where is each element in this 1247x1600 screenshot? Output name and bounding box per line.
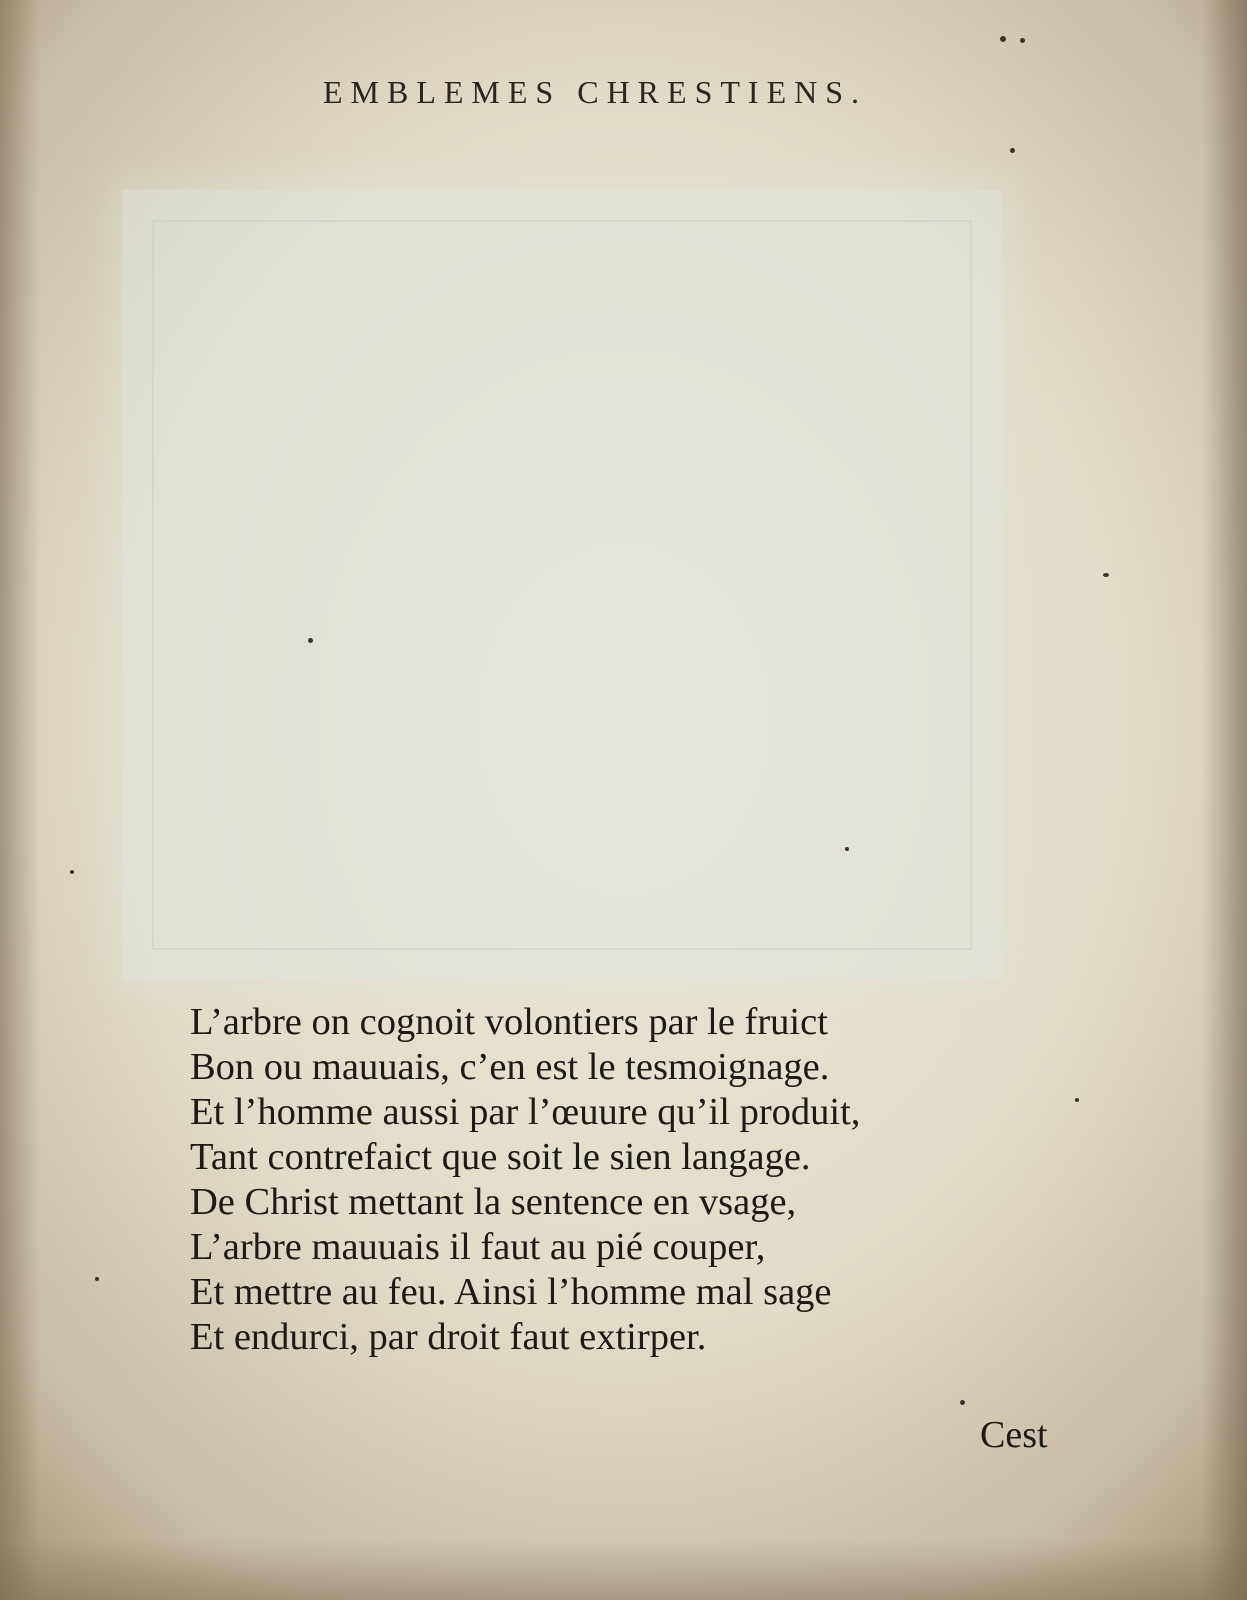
verse-line: De Christ mettant la sentence en vsage, <box>190 1181 797 1223</box>
page-edge-shadow-right <box>1202 0 1247 1600</box>
verse-line: Et endurci, par droit faut extirper. <box>190 1316 707 1358</box>
ink-speck <box>1010 148 1015 153</box>
ink-speck <box>1075 1098 1079 1102</box>
catchword: Cest <box>980 1414 1048 1456</box>
show-through-engraving-frame <box>152 220 972 950</box>
ink-speck <box>1020 38 1025 43</box>
page-edge-shadow-left <box>0 0 40 1600</box>
verse-line: L’arbre mauuais il faut au pié couper, <box>190 1226 766 1268</box>
verse-line: L’arbre on cognoit volontiers par le fruict <box>190 1001 828 1043</box>
page-edge-shadow-bottom <box>0 1540 1247 1600</box>
ink-speck <box>1000 36 1006 42</box>
running-head: EMBLEMES CHRESTIENS. <box>322 74 868 110</box>
show-through-engraving <box>122 190 1002 980</box>
verse-line: Et mettre au feu. Ainsi l’homme mal sage <box>190 1271 832 1313</box>
ink-speck <box>960 1400 965 1405</box>
verse-line: Tant contrefaict que soit le sien langage. <box>190 1136 811 1178</box>
verse-line: Et l’homme aussi par l’œuure qu’il produit, <box>190 1091 861 1133</box>
emblem-verse <box>190 1000 1010 1360</box>
ink-speck <box>1103 573 1109 577</box>
verse-line: Bon ou mauuais, c’en est le tesmoignage. <box>190 1046 830 1088</box>
ink-speck <box>845 847 849 851</box>
ink-speck <box>95 1277 99 1281</box>
ink-speck <box>70 870 74 874</box>
ink-speck <box>308 638 313 643</box>
